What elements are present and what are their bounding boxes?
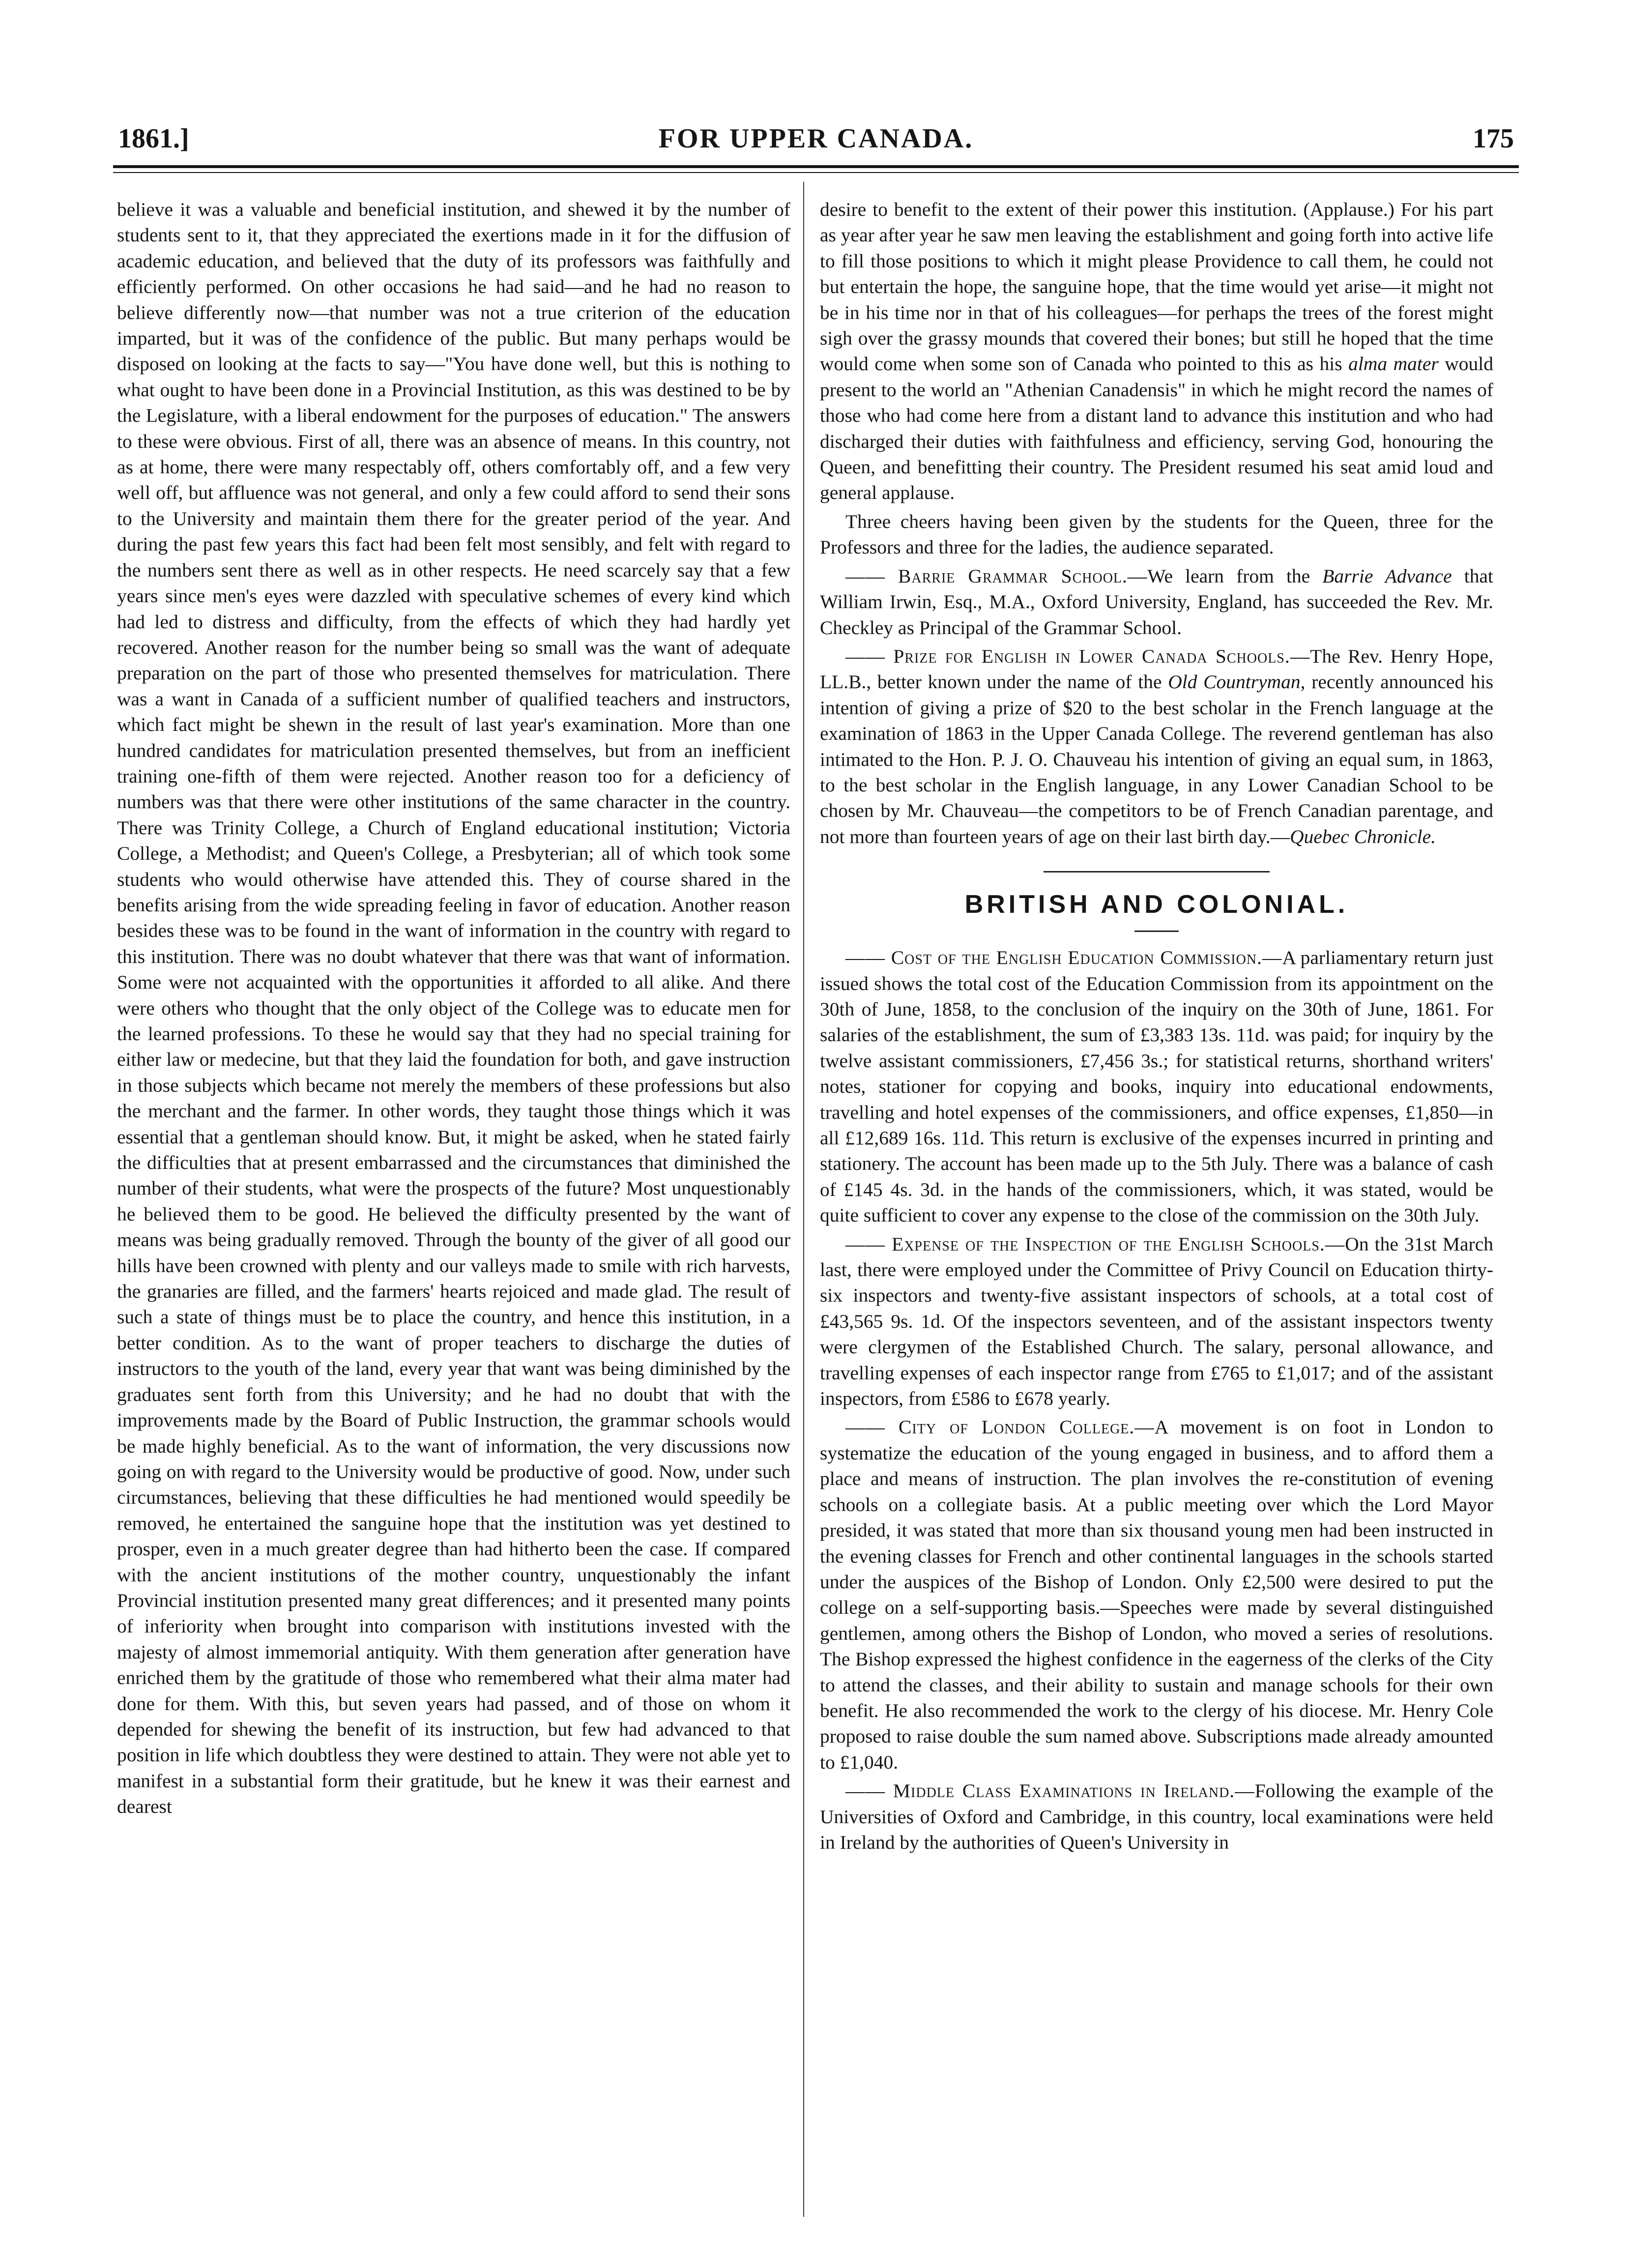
middle-class-exams-item bbox=[820, 1778, 1493, 1855]
cost-commission-text: A parliamentary return just issued shows the total cost of the Education Commission from its appointment on the 30th of June, 1858, to the conclusion of the inquiry on the 30th of June, 1861. For salaries of the establishment, the sum of £3,383 13s. 11d. was paid; for inquiry by the twelve assistant commissioners, £7,456 3s.; for statistical returns, shorthand writers' notes, stationer for copying and books, inquiry into educational endowments, travelling and hotel expenses of the commissioners, and office expenses, £1,850—in all £12,689 16s. 11d. This return is exclusive of the expenses incurred in printing and stationery. The account has been made up to the 5th July. There was a balance of cash of £145 4s. 3d. in the hands of the commissioners, which, it was stated, would be quite sufficient to cover any expense to the close of the commission on the 30th July. bbox=[820, 947, 1493, 1226]
expense-inspection-text: On the 31st March last, there were employed under the Committee of Privy Council on Education thirty-six inspectors and twenty-five assistant inspectors of schools, at a total cost of £43,565 9s. 1d. Of the inspectors seventeen, and of the assistant inspectors twenty were clergymen of the Established Church. The salary, personal allowance, and travelling expenses of each inspector range from £765 to £1,017; and of the assistant inspectors, from £586 to £678 yearly. bbox=[820, 1233, 1493, 1410]
prize-title: —— Prize for English in Lower Canada Schools.— bbox=[845, 645, 1310, 667]
left-column bbox=[117, 197, 790, 2202]
left-body-paragraph: believe it was a valuable and beneficial institution, and shewed it by the number of students sent to it, that they appreciated the exertions made in it for the diffusion of academic education, and believed that the duty of its professors was faithfully and efficiently performed. On other occasions he had said—and he had no reason to believe differently now—that number was not a true criterion of the education imparted, but it was of the confidence of the public. But many perhaps would be disposed on looking at the facts to say—"You have done well, but this is nothing to what ought to have been done in a Provincial Institution, as this was destined to be by the Legislature, with a liberal endowment for the purposes of education." The answers to these were obvious. First of all, there was an absence of means. In this country, not as at home, there were many respectably off, others comfortably off, and a few very well off, but affluence was not general, and only a few could afford to send their sons to the University and maintain them there for the greater period of the year. And during the past few years this fact had been felt most sensibly, and felt with regard to the numbers sent there as well as in other respects. He need scarcely say that a few years since men's eyes were dazzled with speculative schemes of every kind which had led to distress and difficulty, from the effects of which they had hardly yet recovered. Another reason for the number being so small was the want of adequate preparation on the part of those who presented themselves for matriculation. There was a want in Canada of a sufficient number of qualified teachers and instructors, which fact might be shewn in the result of last year's examination. More than one hundred candidates for matriculation presented themselves, but from an inefficient training one-fifth of them were rejected. Another reason too for a deficiency of numbers was that there were other institutions of the same character in the country. There was Trinity College, a Church of England educational institution; Victoria College, a Methodist; and Queen's College, a Presbyterian; all of which took some students who would otherwise have attended this. They of course shared in the benefits arising from the wide spreading feeling in favor of education. Another reason besides these was to be found in the want of information in the country with regard to this institution. There was no doubt whatever that there was that want of information. Some were not acquainted with the opportunities it afforded to all alike. And there were others who thought that the only object of the College was to educate men for the learned professions. To these he would say that they had no special training for either law or medecine, but that they laid the foundation for both, and gave instruction in those subjects which became not merely the members of these professions but also the merchant and the farmer. In other words, they taught those things which it was essential that a gentleman should know. But, it might be asked, when he stated fairly the difficulties that at present embarrassed and the circumstances that diminished the number of their students, what were the prospects of the future? Most unquestionably he believed them to be good. He believed the difficulty presented by the want of means was being gradually removed. Through the bounty of the giver of all good our hills have been crowned with plenty and our valleys made to smile with rich harvests, the granaries are filled, and the farmers' hearts rejoiced and made glad. The result of such a state of things must be to place the country, and hence this institution, in a better condition. As to the want of proper teachers to discharge the duties of instructors to the youth of the land, every year that want was being diminished by the graduates sent forth from this University; and he had no doubt that with the improvements made by the Board of Public Instruction, the grammar schools would be made highly beneficial. As to the want of information, the very discussions now going on with regard to the University would be productive of good. Now, under such circumstances, believing that these difficulties he had mentioned would speedily be removed, he entertained the sanguine hope that the institution was yet destined to prosper, even in a much greater degree than had hitherto been the case. If compared with the ancient institutions of the mother country, unquestionably the infant Provincial institution presented many great differences; and it presented many points of inferiority when brought into comparison with institutions invested with the majesty of almost immemorial antiquity. With them generation after generation have enriched them by the gratitude of those who remembered what their alma mater had done for them. With this, but seven years had passed, and of those on whom it depended for shewing the benefit of its instruction, but few had advanced to that position in life which doubtless they were destined to attain. They were not able yet to manifest in a substantial form their gratitude, but he knew it was their earnest and dearest bbox=[117, 199, 790, 1818]
speech-text-a: desire to benefit to the extent of their power this institution. (Applause.) For his part as year after year he saw men leaving the establishment and going forth into active life to fill those positions to which it might please Providence to call them, he could not but entertain the hope, the sanguine hope, that the time would yet arise—it might not be in his time nor in that of his colleagues—for perhaps the trees of the forest might sigh over the grassy mounds that covered their bones; but still he hoped that the time would come when some son of Canada who pointed to this as his bbox=[820, 199, 1493, 375]
right-column bbox=[820, 197, 1493, 2202]
prize-text-b: , recently announced his intention of giving a prize of $20 to the best scholar in the French language at the examination of 1863 in the Upper Canada College. The reverend gentleman has also intimated to the Hon. P. J. O. Chauveau his intention of giving an equal sum, in 1863, to the best scholar in the English language, in any Lower Canadian School to be chosen by Mr. Chauveau—the competitors to be of French Canadian parentage, and not more than fourteen years of age on their last birth day.— bbox=[820, 671, 1493, 847]
barrie-grammar-school-item bbox=[820, 563, 1493, 640]
barrie-title: —— Barrie Grammar School.— bbox=[845, 565, 1148, 587]
running-head bbox=[118, 123, 1514, 162]
alma-mater-phrase: alma mater bbox=[1348, 353, 1439, 375]
prize-for-english-item bbox=[820, 643, 1493, 849]
expense-inspection-item bbox=[820, 1231, 1493, 1412]
cheers-paragraph: Three cheers having been given by the students for the Queen, three for the Professors and three for the ladies, the audience separated. bbox=[820, 510, 1493, 558]
barrie-source: Barrie Advance bbox=[1322, 565, 1452, 587]
section-heading-british-colonial: BRITISH AND COLONIAL. bbox=[964, 890, 1349, 919]
header-rule-thick bbox=[113, 165, 1519, 168]
page-number: 175 bbox=[1473, 123, 1514, 154]
barrie-text-a: We learn from the bbox=[1147, 565, 1310, 587]
header-year: 1861.] bbox=[118, 123, 189, 154]
cost-commission-title: —— Cost of the English Education Commission.— bbox=[845, 947, 1282, 969]
expense-inspection-title: —— Expense of the Inspection of the English Schools.— bbox=[845, 1233, 1345, 1255]
city-college-text: A movement is on foot in London to systematize the education of the young engaged in business, and to afford them a place and means of instruction. The plan involves the re-constitution of evening schools on a collegiate basis. At a public meeting over which the Lord Mayor presided, it was stated that more than six thousand young men had been instructed in the evening classes for French and other continental languages in the schools started under the auspices of the Bishop of London. Only £2,500 were desired to put the college on a self-supporting basis.—Speeches were made by several distinguished gentlemen, among others the Bishop of London, who moved a series of resolutions. The Bishop expressed the highest confidence in the eagerness of the clerks of the City to attend the classes, and their ability to sustain and manage schools for their own benefit. He also recommended the work to the clergy of his diocese. Mr. Henry Cole proposed to raise double the sum named above. Subscriptions made already amounted to £1,040. bbox=[820, 1416, 1493, 1773]
speech-conclusion-paragraph bbox=[820, 197, 1493, 506]
prize-source: Quebec Chronicle. bbox=[1290, 825, 1436, 847]
speech-text-b: would present to the world an "Athenian Canadensis" in which he might record the names of those who had come here from a distant land to advance this institution and who had discharged their duties with faithfulness and efficiency, serving God, honouring the Queen, and benefitting their country. The President resumed his seat amid loud and general applause. bbox=[820, 353, 1493, 504]
section-rule bbox=[1044, 871, 1270, 872]
city-college-title: —— City of London College.— bbox=[845, 1416, 1155, 1438]
middle-class-text: Following the example of the Universities of Oxford and Cambridge, in this country, local examinations were held in Ireland by the authorities of Queen's University in bbox=[820, 1780, 1493, 1853]
header-rule-thin bbox=[113, 172, 1519, 173]
section-rule-short bbox=[1134, 930, 1179, 932]
prize-pen-name: Old Countryman bbox=[1168, 671, 1301, 693]
city-college-item bbox=[820, 1414, 1493, 1775]
barrie-text-b: that William Irwin, Esq., M.A., Oxford University, England, has succeeded the Rev. Mr. Checkley as Principal of the Grammar School. bbox=[820, 565, 1493, 639]
cost-commission-item bbox=[820, 945, 1493, 1228]
column-divider bbox=[803, 182, 804, 2217]
header-title: FOR UPPER CANADA. bbox=[658, 123, 974, 154]
middle-class-title: —— Middle Class Examinations in Ireland.— bbox=[845, 1780, 1255, 1802]
prize-text-a: The Rev. Henry Hope, LL.B., better known under the name of the bbox=[820, 645, 1493, 693]
